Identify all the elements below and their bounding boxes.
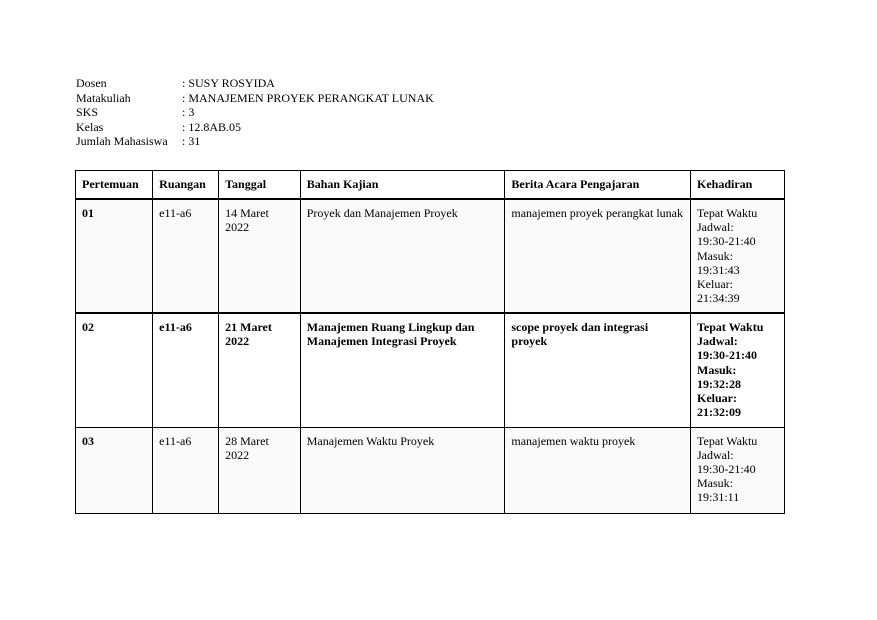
dosen-row xyxy=(76,76,434,91)
dosen-value: : SUSY ROSYIDA xyxy=(182,76,275,90)
berita-cell: manajemen proyek perangkat lunak xyxy=(505,199,691,313)
attendance-table xyxy=(75,170,785,514)
kehadiran-masuk: 19:31:11 xyxy=(697,490,740,505)
sks-row xyxy=(76,105,434,120)
kehadiran-masuk-label: Masuk: xyxy=(697,248,734,263)
matakuliah-value: : MANAJEMEN PROYEK PERANGKAT LUNAK xyxy=(182,90,434,105)
ruangan-cell: e11-a6 xyxy=(153,199,219,313)
kehadiran-cell xyxy=(691,427,785,513)
kehadiran-keluar-label: Keluar: xyxy=(697,391,738,406)
kehadiran-jadwal-label: Jadwal: xyxy=(697,447,734,462)
tanggal-cell: 14 Maret 2022 xyxy=(219,199,301,313)
table-row xyxy=(76,199,785,313)
bahan-cell: Proyek dan Manajemen Proyek xyxy=(300,199,505,313)
kehadiran-cell xyxy=(691,199,785,313)
kelas-value: : 12.8AB.05 xyxy=(182,119,242,134)
matakuliah-row xyxy=(76,91,434,106)
kehadiran-cell xyxy=(691,313,785,427)
pertemuan-cell: 03 xyxy=(76,427,153,513)
jumlah-mahasiswa-label: Jumlah Mahasiswa xyxy=(76,134,168,149)
kehadiran-status: Tepat Waktu xyxy=(697,320,764,334)
bahan-cell: Manajemen Waktu Proyek xyxy=(300,427,505,513)
kehadiran-jadwal-label: Jadwal: xyxy=(697,334,738,349)
kehadiran-status: Tepat Waktu xyxy=(697,206,758,220)
kehadiran-jadwal: 19:30-21:40 xyxy=(697,348,758,363)
ruangan-cell: e11-a6 xyxy=(153,313,219,427)
ruangan-cell: e11-a6 xyxy=(153,427,219,513)
jumlah-mahasiswa-row xyxy=(76,134,434,149)
kehadiran-masuk-label: Masuk: xyxy=(697,362,737,377)
jumlah-mahasiswa-value: : 31 xyxy=(182,134,201,149)
table-header-row xyxy=(76,171,785,200)
kelas-label: Kelas xyxy=(76,119,104,134)
kehadiran-jadwal: 19:30-21:40 xyxy=(697,234,756,249)
kehadiran-status: Tepat Waktu xyxy=(697,433,758,448)
header-pertemuan: Pertemuan xyxy=(76,171,153,200)
pertemuan-cell: 02 xyxy=(76,313,153,427)
kehadiran-jadwal-label: Jadwal: xyxy=(697,220,734,235)
kehadiran-masuk: 19:31:43 xyxy=(697,262,740,277)
sks-value: : 3 xyxy=(182,105,195,120)
berita-cell: manajemen waktu proyek xyxy=(505,427,691,513)
header-bahan-kajian: Bahan Kajian xyxy=(300,171,505,200)
kehadiran-keluar: 21:32:09 xyxy=(697,405,742,420)
table-row xyxy=(76,427,785,513)
kehadiran-masuk: 19:32:28 xyxy=(697,376,742,391)
kehadiran-keluar: 21:34:39 xyxy=(697,291,740,306)
header-tanggal: Tanggal xyxy=(219,171,301,200)
kehadiran-keluar-label: Keluar: xyxy=(697,277,733,292)
kehadiran-jadwal: 19:30-21:40 xyxy=(697,461,756,476)
matakuliah-label: Matakuliah xyxy=(76,90,131,105)
kelas-row xyxy=(76,120,434,135)
berita-cell: scope proyek dan integrasi proyek xyxy=(505,313,691,427)
dosen-label: Dosen xyxy=(76,76,107,90)
header-kehadiran: Kehadiran xyxy=(691,171,785,200)
sks-label: SKS xyxy=(76,105,99,120)
kehadiran-masuk-label: Masuk: xyxy=(697,476,734,491)
table-row xyxy=(76,313,785,427)
course-info xyxy=(76,76,434,149)
pertemuan-cell: 01 xyxy=(76,199,153,313)
tanggal-cell: 28 Maret 2022 xyxy=(219,427,301,513)
tanggal-cell: 21 Maret 2022 xyxy=(219,313,301,427)
header-ruangan: Ruangan xyxy=(153,171,219,200)
bahan-cell: Manajemen Ruang Lingkup dan Manajemen Integrasi Proyek xyxy=(300,313,505,427)
header-berita-acara: Berita Acara Pengajaran xyxy=(505,171,691,200)
